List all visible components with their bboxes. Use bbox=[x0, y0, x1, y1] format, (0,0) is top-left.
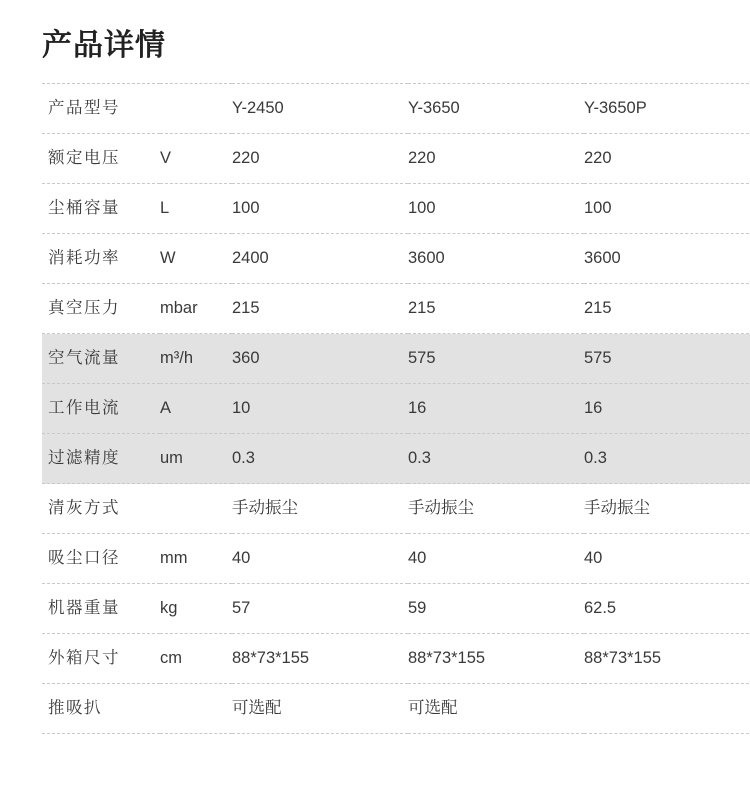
row-value-1: Y-2450 bbox=[232, 98, 284, 117]
row-value-3: 215 bbox=[584, 298, 612, 317]
table-row bbox=[42, 534, 750, 584]
table-row bbox=[42, 384, 750, 434]
row-unit: W bbox=[160, 248, 176, 267]
row-value-2: 0.3 bbox=[408, 448, 431, 467]
row-value-3: 575 bbox=[584, 348, 612, 367]
row-label-text: 工作电流 bbox=[48, 398, 120, 417]
row-value-1: 57 bbox=[232, 598, 251, 617]
row-unit: kg bbox=[160, 598, 178, 617]
row-label-text: 额定电压 bbox=[48, 148, 120, 167]
row-unit: L bbox=[160, 198, 170, 217]
table-row bbox=[42, 334, 750, 384]
row-label-text: 清灰方式 bbox=[48, 498, 120, 517]
row-unit: cm bbox=[160, 648, 182, 667]
row-label-text: 真空压力 bbox=[48, 298, 120, 317]
table-row bbox=[42, 134, 750, 184]
row-value-3: 0.3 bbox=[584, 448, 607, 467]
row-unit: A bbox=[160, 398, 172, 417]
table-row bbox=[42, 684, 750, 734]
row-value-3: 62.5 bbox=[584, 598, 617, 617]
row-label-text: 推吸扒 bbox=[48, 698, 102, 717]
row-label-text: 外箱尺寸 bbox=[48, 648, 120, 667]
specification-table-body bbox=[42, 84, 750, 734]
row-value-3: 40 bbox=[584, 548, 603, 567]
row-value-1: 可选配 bbox=[232, 698, 282, 717]
row-value-1: 215 bbox=[232, 298, 260, 317]
row-label bbox=[42, 634, 160, 684]
row-unit bbox=[160, 684, 232, 734]
row-label bbox=[42, 434, 160, 484]
row-label-text: 消耗功率 bbox=[48, 248, 120, 267]
row-value-3: 100 bbox=[584, 198, 612, 217]
table-row bbox=[42, 234, 750, 284]
table-row bbox=[42, 634, 750, 684]
row-unit: um bbox=[160, 448, 183, 467]
row-value-1: 10 bbox=[232, 398, 251, 417]
row-label bbox=[42, 234, 160, 284]
row-label-text: 空气流量 bbox=[48, 348, 120, 367]
table-row bbox=[42, 184, 750, 234]
row-value-3: 16 bbox=[584, 398, 603, 417]
row-value-3: 88*73*155 bbox=[584, 648, 662, 667]
row-value-2: 59 bbox=[408, 598, 427, 617]
row-value-3: 3600 bbox=[584, 248, 621, 267]
row-unit bbox=[160, 484, 232, 534]
row-label bbox=[42, 334, 160, 384]
row-label bbox=[42, 84, 160, 134]
row-label bbox=[42, 484, 160, 534]
row-value-2: 215 bbox=[408, 298, 436, 317]
table-row bbox=[42, 284, 750, 334]
row-value-2: 575 bbox=[408, 348, 436, 367]
row-value-1: 40 bbox=[232, 548, 251, 567]
row-label-text: 吸尘口径 bbox=[48, 548, 120, 567]
specification-table bbox=[42, 83, 750, 734]
row-label bbox=[42, 284, 160, 334]
row-unit: V bbox=[160, 148, 172, 167]
row-value-1: 0.3 bbox=[232, 448, 255, 467]
table-row bbox=[42, 584, 750, 634]
row-unit: mbar bbox=[160, 298, 198, 317]
row-value-1: 手动振尘 bbox=[232, 498, 298, 517]
row-value-2: 220 bbox=[408, 148, 436, 167]
row-value-3: 220 bbox=[584, 148, 612, 167]
row-value-2: 3600 bbox=[408, 248, 445, 267]
row-value-2: Y-3650 bbox=[408, 98, 460, 117]
row-value-2: 可选配 bbox=[408, 698, 458, 717]
row-value-3: Y-3650P bbox=[584, 98, 647, 117]
row-value-1: 88*73*155 bbox=[232, 648, 310, 667]
row-value-2: 88*73*155 bbox=[408, 648, 486, 667]
row-label-text: 过滤精度 bbox=[48, 448, 120, 467]
row-unit: m³/h bbox=[160, 348, 193, 367]
row-value-1: 220 bbox=[232, 148, 260, 167]
row-unit: mm bbox=[160, 548, 188, 567]
row-label bbox=[42, 134, 160, 184]
row-value-1: 2400 bbox=[232, 248, 269, 267]
row-label bbox=[42, 184, 160, 234]
row-value-2: 手动振尘 bbox=[408, 498, 474, 517]
row-label bbox=[42, 384, 160, 434]
row-value-3: 手动振尘 bbox=[584, 498, 650, 517]
table-row bbox=[42, 434, 750, 484]
page-title: 产品详情 bbox=[42, 29, 166, 62]
row-value-1: 360 bbox=[232, 348, 260, 367]
row-value-3 bbox=[584, 684, 750, 734]
row-value-2: 40 bbox=[408, 548, 427, 567]
row-value-2: 16 bbox=[408, 398, 427, 417]
table-row bbox=[42, 84, 750, 134]
row-unit bbox=[160, 84, 232, 134]
row-value-2: 100 bbox=[408, 198, 436, 217]
row-label-text: 机器重量 bbox=[48, 598, 120, 617]
row-label bbox=[42, 534, 160, 584]
row-value-1: 100 bbox=[232, 198, 260, 217]
row-label bbox=[42, 684, 160, 734]
table-row bbox=[42, 484, 750, 534]
row-label bbox=[42, 584, 160, 634]
row-label-text: 产品型号 bbox=[48, 98, 120, 117]
row-label-text: 尘桶容量 bbox=[48, 198, 120, 217]
